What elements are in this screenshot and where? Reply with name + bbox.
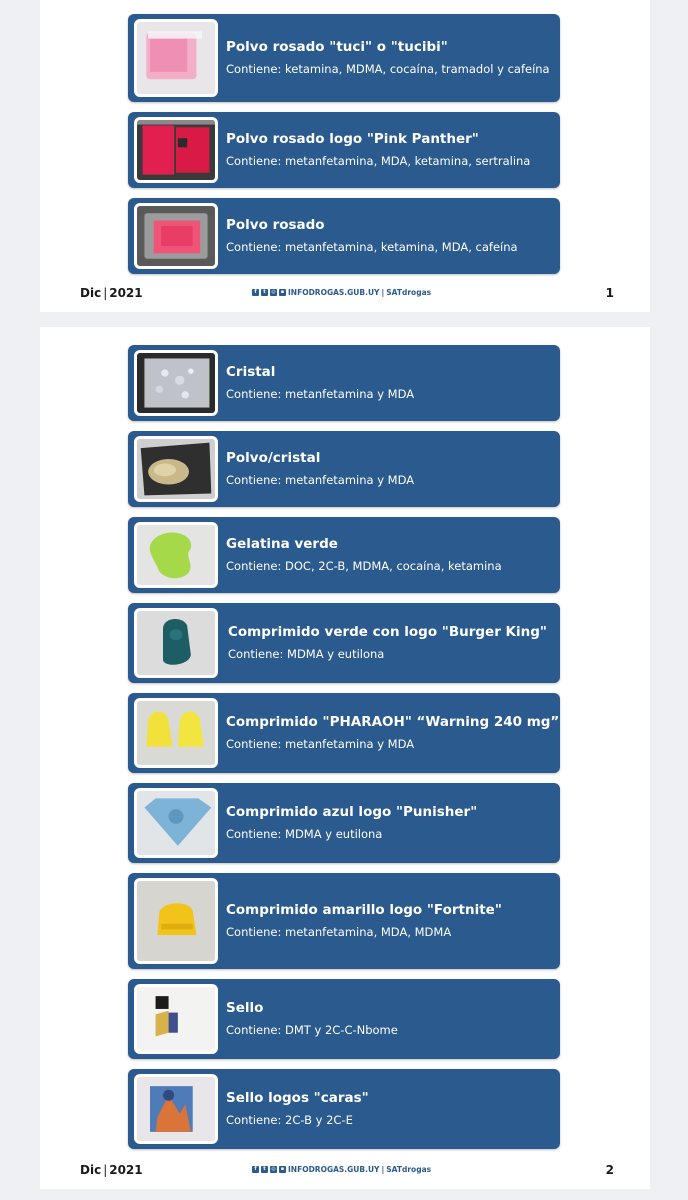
card-contents: Contiene: metanfetamina y MDA: [226, 737, 415, 751]
footer-date: Dic | 2021: [80, 286, 143, 300]
web-icon[interactable]: ▪: [280, 289, 285, 295]
sample-photo: [134, 984, 218, 1054]
card-title: Polvo rosado: [226, 217, 325, 233]
substance-card[interactable]: [128, 112, 560, 188]
footer-year: 2021: [109, 1163, 143, 1177]
footer-year: 2021: [109, 286, 143, 300]
page-footer: [40, 284, 650, 304]
footer-date: Dic | 2021: [80, 1163, 143, 1177]
card-contents: Contiene: DMT y 2C-C-Nbome: [226, 1023, 398, 1037]
page-1: [40, 0, 650, 312]
footer-handle[interactable]: SATdrogas: [386, 1165, 432, 1174]
instagram-icon[interactable]: ◎: [271, 289, 276, 295]
card-title: Cristal: [226, 364, 276, 380]
card-title: Sello logos "caras": [226, 1090, 369, 1106]
web-icon[interactable]: ▪: [280, 1166, 285, 1172]
card-contents: Contiene: MDMA y eutilona: [226, 827, 383, 841]
sample-photo: [134, 203, 218, 269]
substance-card[interactable]: [128, 979, 560, 1059]
card-contents: Contiene: metanfetamina y MDA: [226, 387, 415, 401]
sample-photo: [134, 698, 218, 768]
facebook-icon[interactable]: f: [252, 289, 259, 296]
substance-card[interactable]: [128, 14, 560, 102]
card-title: Sello: [226, 1000, 264, 1016]
card-contents: Contiene: MDMA y eutilona: [228, 647, 385, 661]
instagram-icon[interactable]: ◎: [271, 1166, 276, 1172]
sample-photo: [134, 522, 218, 588]
twitter-icon[interactable]: t: [261, 1166, 268, 1173]
sample-photo: [134, 350, 218, 416]
footer-month: Dic: [80, 1163, 102, 1177]
card-title: Comprimido verde con logo "Burger King": [228, 624, 547, 640]
card-contents: Contiene: DOC, 2C-B, MDMA, cocaína, ketamina: [226, 559, 502, 573]
sample-photo: [134, 117, 218, 183]
card-contents: Contiene: 2C-B y 2C-E: [226, 1113, 353, 1127]
card-title: Polvo rosado "tuci" o "tucibi": [226, 39, 448, 55]
sample-photo: [134, 788, 218, 858]
card-title: Gelatina verde: [226, 536, 338, 552]
substance-card[interactable]: [128, 517, 560, 593]
footer-site-link[interactable]: INFODROGAS.GUB.UY: [288, 1165, 380, 1174]
footer-site-link[interactable]: INFODROGAS.GUB.UY: [288, 288, 380, 297]
card-contents: Contiene: metanfetamina, MDA, MDMA: [226, 925, 452, 939]
sample-photo: [134, 19, 218, 97]
page-number: 2: [605, 1163, 614, 1177]
facebook-icon[interactable]: f: [252, 1166, 259, 1173]
substance-card[interactable]: [128, 603, 560, 683]
card-contents: Contiene: ketamina, MDMA, cocaína, tramadol y cafeína: [226, 62, 550, 76]
substance-card[interactable]: [128, 345, 560, 421]
card-contents: Contiene: metanfetamina, MDA, ketamina, sertralina: [226, 154, 531, 168]
page-2: [40, 327, 650, 1189]
substance-card[interactable]: [128, 693, 560, 773]
page-footer: [40, 1161, 650, 1181]
sample-photo: [134, 1074, 218, 1144]
page-number: 1: [605, 286, 614, 300]
card-title: Comprimido "PHARAOH" “Warning 240 mg”: [226, 714, 560, 730]
card-contents: Contiene: metanfetamina, ketamina, MDA, cafeína: [226, 240, 518, 254]
footer-links[interactable]: f t ◎ ▪ INFODROGAS.GUB.UY | SATdrogas: [252, 288, 431, 297]
substance-card[interactable]: [128, 783, 560, 863]
footer-month: Dic: [80, 286, 102, 300]
footer-links[interactable]: f t ◎ ▪ INFODROGAS.GUB.UY | SATdrogas: [252, 1165, 431, 1174]
card-title: Comprimido azul logo "Punisher": [226, 804, 478, 820]
sample-photo: [134, 608, 218, 678]
sample-photo: [134, 436, 218, 502]
card-title: Polvo/cristal: [226, 450, 321, 466]
substance-card[interactable]: [128, 198, 560, 274]
card-title: Polvo rosado logo "Pink Panther": [226, 131, 479, 147]
sample-photo: [134, 878, 218, 964]
twitter-icon[interactable]: t: [261, 289, 268, 296]
substance-card[interactable]: [128, 431, 560, 507]
card-title: Comprimido amarillo logo "Fortnite": [226, 902, 502, 918]
substance-card[interactable]: [128, 873, 560, 969]
footer-handle[interactable]: SATdrogas: [386, 288, 432, 297]
card-contents: Contiene: metanfetamina y MDA: [226, 473, 415, 487]
substance-card[interactable]: [128, 1069, 560, 1149]
